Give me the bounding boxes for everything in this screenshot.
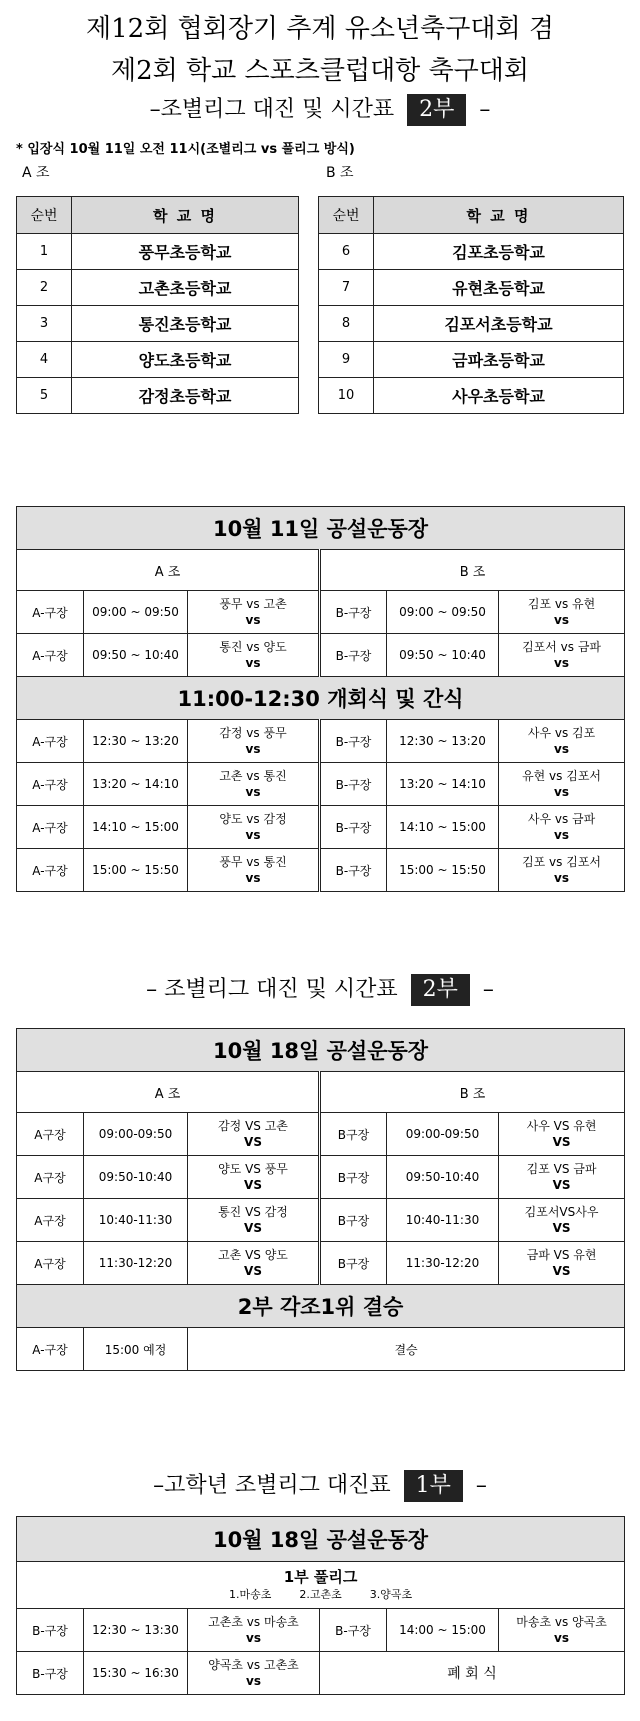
time-cell: 09:50-10:40 [387, 1156, 499, 1199]
match-row [17, 763, 625, 806]
table-row [319, 270, 624, 306]
time-cell: 15:00 ~ 15:50 [387, 849, 499, 892]
match-vs: vs [554, 742, 570, 756]
opening-note: * 입장식 10월 11일 오전 11시(조별리그 vs 풀리그 방식) [16, 142, 355, 157]
match-cell [499, 634, 625, 677]
match-cell [499, 1199, 625, 1242]
field-cell: A-구장 [17, 849, 84, 892]
field-cell: A-구장 [17, 634, 84, 677]
subtitle-1-dash: – [479, 97, 491, 122]
match-vs: vs [554, 785, 570, 799]
table-row [319, 306, 624, 342]
field-cell: B-구장 [320, 720, 387, 763]
row-no: 8 [319, 306, 374, 342]
group-b-header: B 조 [320, 550, 625, 591]
match-vs: VS [552, 1221, 571, 1235]
match-cell [499, 806, 625, 849]
time-cell: 12:30 ~ 13:20 [387, 720, 499, 763]
school-name: 사우초등학교 [374, 378, 624, 414]
field-cell: A-구장 [17, 591, 84, 634]
time-cell: 09:00-09:50 [387, 1113, 499, 1156]
table-row [17, 306, 299, 342]
schedule-oct11-table [16, 506, 625, 892]
match-cell [499, 849, 625, 892]
match-vs: vs [245, 613, 261, 627]
table-row [319, 234, 624, 270]
field-cell: B-구장 [320, 591, 387, 634]
school-name: 통진초등학교 [72, 306, 299, 342]
school-name: 풍무초등학교 [72, 234, 299, 270]
time-cell: 15:00 예정 [84, 1328, 188, 1371]
field-cell: B-구장 [320, 634, 387, 677]
col-no-header: 순번 [17, 197, 72, 234]
match-teams: 감정 vs 풍무 [219, 726, 287, 740]
match-cell [188, 720, 320, 763]
group-b-header: B 조 [320, 1072, 625, 1113]
match-vs: vs [554, 828, 570, 842]
match-teams: 김포 vs 유현 [527, 597, 596, 611]
subtitle-2-dash: – [482, 977, 494, 1002]
time-cell: 10:40-11:30 [84, 1199, 188, 1242]
field-cell: B구장 [320, 1199, 387, 1242]
final-header: 2부 각조1위 결승 [17, 1285, 625, 1328]
time-cell: 13:20 ~ 14:10 [387, 763, 499, 806]
time-cell: 13:20 ~ 14:10 [84, 763, 188, 806]
schedule-oct18-title: 10월 18일 공설운동장 [17, 1029, 625, 1072]
subtitle-3-text: –고학년 조별리그 대진표 [153, 1473, 391, 1498]
time-cell: 14:10 ~ 15:00 [387, 806, 499, 849]
field-cell: B구장 [320, 1242, 387, 1285]
table-row [17, 270, 299, 306]
group-a-table [16, 196, 299, 414]
title-line-1: 제12회 협회장기 추계 유소년축구대회 겸 [86, 14, 554, 44]
field-cell: B구장 [320, 1113, 387, 1156]
time-cell: 09:00 ~ 09:50 [387, 591, 499, 634]
field-cell: A구장 [17, 1156, 84, 1199]
subtitle-3-badge: 1부 [404, 1470, 463, 1502]
school-name: 김포초등학교 [374, 234, 624, 270]
closing-ceremony: 폐 회 식 [320, 1652, 625, 1695]
match-row [17, 591, 625, 634]
match-vs: vs [554, 871, 570, 885]
match-vs: vs [246, 1674, 261, 1688]
time-cell: 09:00 ~ 09:50 [84, 591, 188, 634]
match-vs: vs [245, 742, 261, 756]
match-teams: 양도 VS 풍무 [218, 1162, 288, 1176]
field-cell: A구장 [17, 1113, 84, 1156]
field-cell: A-구장 [17, 720, 84, 763]
subtitle-3-dash: – [475, 1473, 487, 1498]
subtitle-2-text: – 조별리그 대진 및 시간표 [146, 977, 398, 1002]
table-row [319, 342, 624, 378]
row-no: 6 [319, 234, 374, 270]
match-vs: VS [244, 1135, 262, 1149]
school-name: 금파초등학교 [374, 342, 624, 378]
match-row [17, 849, 625, 892]
time-cell: 09:50 ~ 10:40 [387, 634, 499, 677]
match-cell [188, 634, 320, 677]
match-teams: 양도 vs 감정 [219, 812, 287, 826]
match-cell [499, 720, 625, 763]
field-cell: A-구장 [17, 1328, 84, 1371]
match-vs: vs [245, 828, 261, 842]
time-cell: 15:00 ~ 15:50 [84, 849, 188, 892]
field-cell: A구장 [17, 1199, 84, 1242]
match-row [17, 1609, 625, 1652]
subtitle-1 [0, 94, 640, 126]
match-teams: 사우 vs 김포 [527, 726, 596, 740]
match-row [17, 1652, 625, 1695]
match-cell [499, 763, 625, 806]
row-no: 3 [17, 306, 72, 342]
group-b-table [318, 196, 624, 414]
match-vs: vs [554, 656, 570, 670]
time-cell: 11:30-12:20 [387, 1242, 499, 1285]
match-cell [188, 763, 320, 806]
match-teams: 풍무 vs 고촌 [219, 597, 287, 611]
match-cell [188, 849, 320, 892]
school-name: 감정초등학교 [72, 378, 299, 414]
time-cell: 11:30-12:20 [84, 1242, 188, 1285]
row-no: 9 [319, 342, 374, 378]
match-vs: vs [245, 656, 261, 670]
time-cell: 15:30 ~ 16:30 [84, 1652, 188, 1695]
match-cell [499, 1113, 625, 1156]
schedule-oct11-title: 10월 11일 공설운동장 [17, 507, 625, 550]
match-teams: 고촌 VS 양도 [218, 1248, 288, 1262]
match-vs: VS [244, 1264, 262, 1278]
group-a-header: A 조 [17, 550, 320, 591]
pool-cell [17, 1562, 625, 1609]
match-row [17, 1156, 625, 1199]
match-vs: VS [552, 1178, 571, 1192]
match-teams: 감정 VS 고촌 [218, 1119, 288, 1133]
match-teams: 사우 VS 유현 [526, 1119, 597, 1133]
schedule-div1-table [16, 1516, 625, 1695]
match-row [17, 1242, 625, 1285]
time-cell: 12:30 ~ 13:20 [84, 720, 188, 763]
time-cell: 09:50-10:40 [84, 1156, 188, 1199]
match-teams: 통진 vs 양도 [219, 640, 287, 654]
time-cell: 09:50 ~ 10:40 [84, 634, 188, 677]
time-cell: 09:00-09:50 [84, 1113, 188, 1156]
ceremony-row: 11:00-12:30 개회식 및 간식 [17, 677, 625, 720]
row-no: 10 [319, 378, 374, 414]
row-no: 7 [319, 270, 374, 306]
field-cell: B-구장 [320, 849, 387, 892]
time-cell: 10:40-11:30 [387, 1199, 499, 1242]
match-teams: 김포 VS 금파 [526, 1162, 597, 1176]
row-no: 2 [17, 270, 72, 306]
field-cell: A-구장 [17, 763, 84, 806]
school-name: 유현초등학교 [374, 270, 624, 306]
schedule-div1-title: 10월 18일 공설운동장 [17, 1517, 625, 1562]
match-cell [499, 591, 625, 634]
match-row [17, 634, 625, 677]
subtitle-1-badge: 2부 [407, 94, 466, 126]
match-vs: VS [244, 1178, 262, 1192]
col-name-header: 학 교 명 [72, 197, 299, 234]
final-row [17, 1328, 625, 1371]
match-cell [188, 591, 320, 634]
group-b-label: B 조 [326, 165, 354, 181]
match-teams: 통진 VS 감정 [218, 1205, 288, 1219]
match-teams: 금파 VS 유현 [526, 1248, 597, 1262]
row-no: 1 [17, 234, 72, 270]
match-cell [499, 1242, 625, 1285]
match-vs: vs [554, 1631, 570, 1645]
pool-title: 1부 풀리그 [283, 1568, 358, 1586]
match-teams: 고촌초 vs 마송초 [208, 1615, 299, 1629]
schedule-oct18-table [16, 1028, 625, 1371]
match-teams: 김포서 vs 금파 [522, 640, 602, 654]
match-cell [188, 806, 320, 849]
row-no: 5 [17, 378, 72, 414]
field-cell: B구장 [320, 1156, 387, 1199]
match-teams: 유현 vs 김포서 [522, 769, 602, 783]
subtitle-2 [0, 974, 640, 1006]
match-cell [188, 1242, 320, 1285]
row-no: 4 [17, 342, 72, 378]
col-name-header: 학 교 명 [374, 197, 624, 234]
pool-teams: 1.마송초 2.고촌초 3.양곡초 [229, 1588, 413, 1601]
school-name: 김포서초등학교 [374, 306, 624, 342]
match-vs: VS [552, 1264, 571, 1278]
match-cell [188, 1199, 320, 1242]
match-vs: VS [244, 1221, 262, 1235]
match-row [17, 720, 625, 763]
time-cell: 14:10 ~ 15:00 [84, 806, 188, 849]
match-teams: 풍무 vs 통진 [219, 855, 287, 869]
match-cell [499, 1156, 625, 1199]
match-vs: vs [554, 613, 570, 627]
field-cell: B-구장 [320, 806, 387, 849]
match-row [17, 1113, 625, 1156]
subtitle-3 [0, 1470, 640, 1502]
match-teams: 고촌 vs 통진 [219, 769, 287, 783]
match-cell [188, 1113, 320, 1156]
match-cell [188, 1609, 320, 1652]
match-teams: 양곡초 vs 고촌초 [208, 1658, 299, 1672]
field-cell: A구장 [17, 1242, 84, 1285]
school-name: 양도초등학교 [72, 342, 299, 378]
match-cell [188, 1652, 320, 1695]
final-label: 결승 [188, 1328, 625, 1371]
field-cell: B-구장 [17, 1652, 84, 1695]
subtitle-2-badge: 2부 [411, 974, 470, 1006]
group-a-header: A 조 [17, 1072, 320, 1113]
match-teams: 김포서VS사우 [524, 1205, 599, 1219]
match-vs: vs [245, 785, 261, 799]
table-row [17, 342, 299, 378]
table-row [17, 378, 299, 414]
field-cell: B-구장 [320, 763, 387, 806]
table-row [319, 378, 624, 414]
group-a-label: A 조 [22, 165, 50, 181]
time-cell: 14:00 ~ 15:00 [387, 1609, 499, 1652]
match-vs: VS [552, 1135, 571, 1149]
field-cell: A-구장 [17, 806, 84, 849]
match-teams: 김포 vs 김포서 [522, 855, 602, 869]
match-row [17, 1199, 625, 1242]
match-cell [188, 1156, 320, 1199]
time-cell: 12:30 ~ 13:30 [84, 1609, 188, 1652]
match-cell [499, 1609, 625, 1652]
field-cell: B-구장 [320, 1609, 387, 1652]
match-teams: 사우 vs 금파 [527, 812, 596, 826]
match-teams: 마송초 vs 양곡초 [516, 1615, 607, 1629]
field-cell: B-구장 [17, 1609, 84, 1652]
match-row [17, 806, 625, 849]
title-line-2: 제2회 학교 스포츠클럽대항 축구대회 [110, 56, 530, 86]
table-row [17, 234, 299, 270]
match-vs: vs [245, 871, 261, 885]
match-vs: vs [246, 1631, 261, 1645]
school-name: 고촌초등학교 [72, 270, 299, 306]
subtitle-1-text: –조별리그 대진 및 시간표 [149, 97, 395, 122]
col-no-header: 순번 [319, 197, 374, 234]
